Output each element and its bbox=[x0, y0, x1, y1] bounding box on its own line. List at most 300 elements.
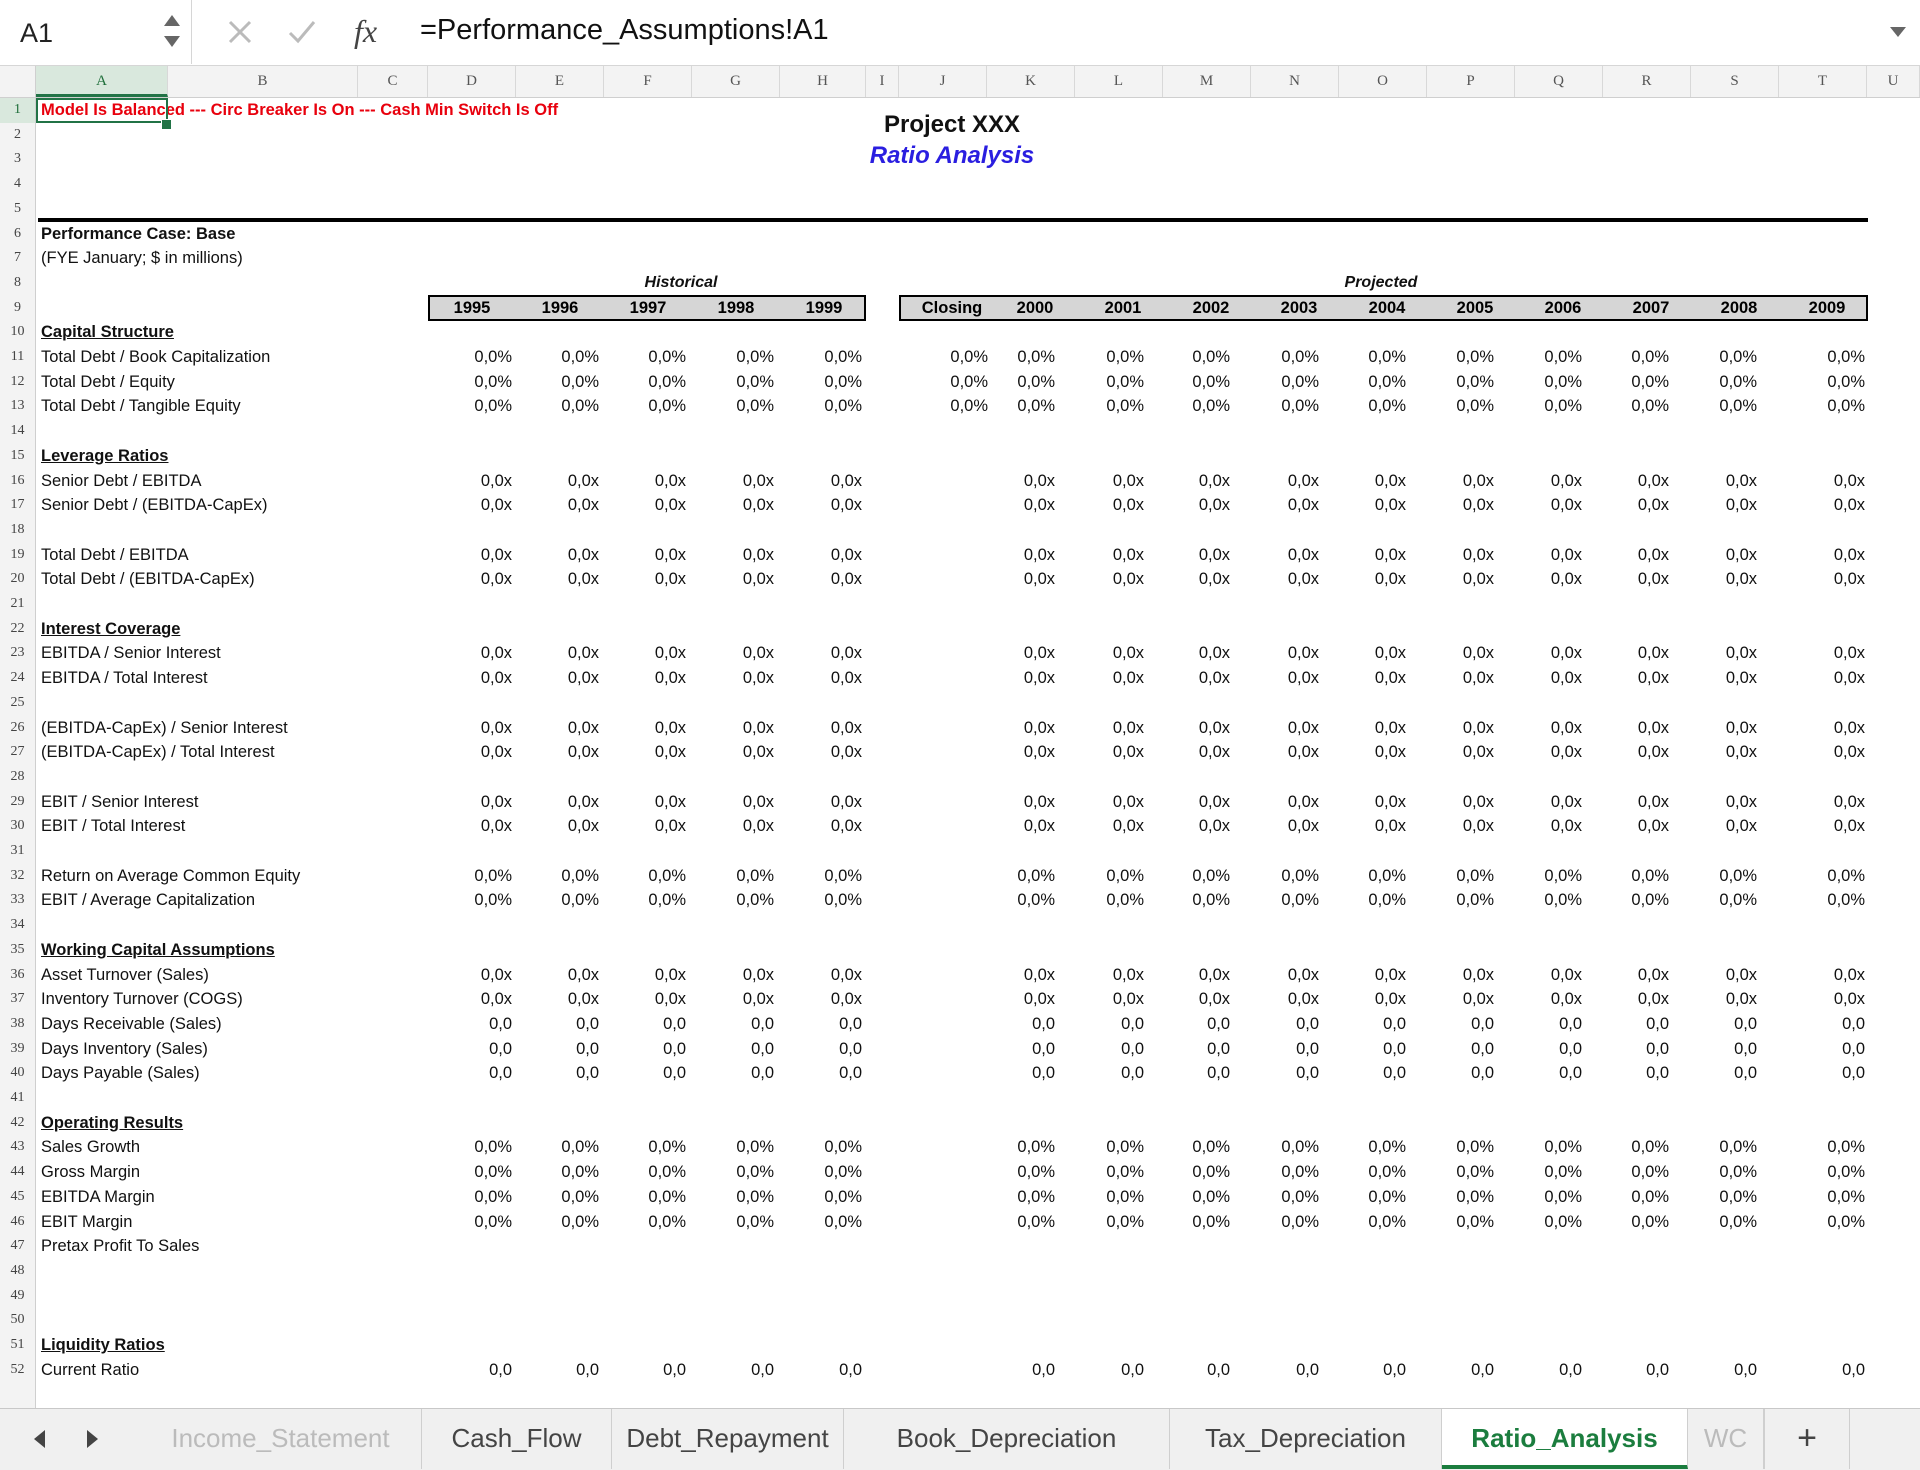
value-cell[interactable]: 0,0 bbox=[1121, 1039, 1144, 1058]
row-number[interactable]: 51 bbox=[10, 1337, 25, 1352]
value-cell[interactable]: 0,0x bbox=[1637, 718, 1669, 737]
row-label[interactable]: Days Receivable (Sales) bbox=[41, 1014, 222, 1033]
x-icon[interactable] bbox=[222, 14, 258, 50]
value-cell[interactable]: 0,0% bbox=[1281, 1187, 1319, 1206]
row-label[interactable]: Total Debt / Book Capitalization bbox=[41, 348, 271, 366]
value-cell[interactable]: 0,0% bbox=[561, 1163, 599, 1182]
row-number[interactable]: 47 bbox=[10, 1238, 25, 1254]
value-cell[interactable]: 0,0x bbox=[1112, 965, 1144, 984]
value-cell[interactable]: 0,0x bbox=[1462, 990, 1494, 1009]
row-number[interactable]: 23 bbox=[10, 645, 25, 661]
value-cell[interactable]: 0,0% bbox=[950, 397, 988, 416]
value-cell[interactable]: 0,0 bbox=[1207, 1039, 1230, 1058]
row-label[interactable]: Days Payable (Sales) bbox=[41, 1064, 200, 1083]
value-cell[interactable]: 0,0% bbox=[648, 348, 686, 366]
value-cell[interactable]: 0,0% bbox=[1368, 1212, 1406, 1231]
value-cell[interactable]: 0,0x bbox=[1287, 669, 1319, 688]
value-cell[interactable]: 0,0x bbox=[1198, 570, 1230, 589]
value-cell[interactable]: 0,0x bbox=[654, 718, 686, 737]
row-label[interactable]: Senior Debt / EBITDA bbox=[41, 471, 202, 490]
value-cell[interactable]: 0,0x bbox=[1374, 570, 1406, 589]
value-cell[interactable]: 0,0 bbox=[576, 1360, 599, 1379]
value-cell[interactable]: 0,0x bbox=[1462, 743, 1494, 762]
sheet-tab-ratio-analysis[interactable]: Ratio_Analysis bbox=[1442, 1409, 1688, 1469]
value-cell[interactable]: 0,0x bbox=[1374, 743, 1406, 762]
value-cell[interactable]: 0,0% bbox=[1017, 348, 1055, 366]
value-cell[interactable]: 0,0 bbox=[1559, 1014, 1582, 1033]
row-number[interactable]: 24 bbox=[10, 670, 25, 686]
value-cell[interactable]: 0,0x bbox=[1198, 792, 1230, 811]
value-cell[interactable]: 0,0% bbox=[736, 866, 774, 885]
value-cell[interactable]: 0,0x bbox=[1550, 817, 1582, 836]
value-cell[interactable]: 0,0x bbox=[742, 965, 774, 984]
year-header[interactable]: 1995 bbox=[453, 299, 491, 317]
value-cell[interactable]: 0,0 bbox=[1842, 1064, 1865, 1083]
value-cell[interactable]: 0,0x bbox=[1112, 990, 1144, 1009]
value-cell[interactable]: 0,0% bbox=[1456, 1212, 1494, 1231]
column-header-f[interactable]: F bbox=[604, 66, 692, 97]
value-cell[interactable]: 0,0x bbox=[1374, 990, 1406, 1009]
value-cell[interactable]: 0,0% bbox=[1827, 891, 1865, 910]
value-cell[interactable]: 0,0x bbox=[1462, 471, 1494, 490]
value-cell[interactable]: 0,0x bbox=[742, 743, 774, 762]
value-cell[interactable]: 0,0x bbox=[830, 570, 862, 589]
value-cell[interactable]: 0,0x bbox=[1833, 990, 1865, 1009]
value-cell[interactable]: 0,0 bbox=[1296, 1064, 1319, 1083]
value-cell[interactable]: 0,0% bbox=[474, 891, 512, 910]
value-cell[interactable]: 0,0x bbox=[742, 817, 774, 836]
sheet-tab-book-depreciation[interactable]: Book_Depreciation bbox=[844, 1409, 1170, 1469]
chevron-down-icon[interactable] bbox=[1888, 24, 1908, 40]
column-header-o[interactable]: O bbox=[1339, 66, 1427, 97]
row-number[interactable]: 27 bbox=[10, 744, 25, 760]
value-cell[interactable]: 0,0% bbox=[1544, 397, 1582, 416]
row-number[interactable]: 20 bbox=[10, 571, 25, 587]
year-header[interactable]: Closing bbox=[921, 299, 983, 317]
column-header-k[interactable]: K bbox=[987, 66, 1075, 97]
value-cell[interactable]: 0,0% bbox=[1631, 1212, 1669, 1231]
row-label[interactable]: Asset Turnover (Sales) bbox=[41, 965, 209, 984]
row-label[interactable]: (EBITDA-CapEx) / Senior Interest bbox=[41, 718, 288, 737]
row-number[interactable]: 44 bbox=[10, 1164, 25, 1180]
add-sheet-button[interactable]: + bbox=[1764, 1409, 1850, 1469]
value-cell[interactable]: 0,0x bbox=[1023, 817, 1055, 836]
row-number[interactable]: 8 bbox=[14, 274, 21, 290]
value-cell[interactable]: 0,0% bbox=[1719, 1163, 1757, 1182]
value-cell[interactable]: 0,0 bbox=[576, 1039, 599, 1058]
value-cell[interactable]: 0,0x bbox=[1462, 792, 1494, 811]
value-cell[interactable]: 0,0x bbox=[654, 965, 686, 984]
value-cell[interactable]: 0,0% bbox=[561, 866, 599, 885]
value-cell[interactable]: 0,0x bbox=[567, 817, 599, 836]
row-label[interactable]: Total Debt / Tangible Equity bbox=[41, 397, 241, 416]
row-number[interactable]: 1 bbox=[0, 98, 35, 123]
value-cell[interactable]: 0,0 bbox=[1471, 1039, 1494, 1058]
value-cell[interactable]: 0,0% bbox=[1192, 866, 1230, 885]
value-cell[interactable]: 0,0x bbox=[830, 718, 862, 737]
value-cell[interactable]: 0,0x bbox=[654, 570, 686, 589]
value-cell[interactable]: 0,0x bbox=[1637, 570, 1669, 589]
year-header[interactable]: 2008 bbox=[1720, 299, 1758, 317]
value-cell[interactable]: 0,0 bbox=[1734, 1360, 1757, 1379]
value-cell[interactable]: 0,0x bbox=[1198, 669, 1230, 688]
value-cell[interactable]: 0,0x bbox=[567, 496, 599, 515]
value-cell[interactable]: 0,0 bbox=[1296, 1039, 1319, 1058]
column-header-d[interactable]: D bbox=[428, 66, 516, 97]
value-cell[interactable]: 0,0x bbox=[1725, 644, 1757, 663]
value-cell[interactable]: 0,0% bbox=[824, 866, 862, 885]
value-cell[interactable]: 0,0x bbox=[654, 644, 686, 663]
column-header-a[interactable]: A bbox=[36, 66, 168, 97]
row-number[interactable]: 52 bbox=[10, 1361, 25, 1377]
value-cell[interactable]: 0,0% bbox=[1192, 1212, 1230, 1231]
value-cell[interactable]: 0,0% bbox=[1368, 397, 1406, 416]
value-cell[interactable]: 0,0% bbox=[1281, 348, 1319, 366]
row-number[interactable]: 9 bbox=[14, 299, 21, 315]
selected-cell-a1[interactable] bbox=[36, 98, 168, 123]
value-cell[interactable]: 0,0% bbox=[561, 348, 599, 366]
value-cell[interactable]: 0,0% bbox=[1827, 1163, 1865, 1182]
value-cell[interactable]: 0,0x bbox=[480, 669, 512, 688]
value-cell[interactable]: 0,0% bbox=[561, 1187, 599, 1206]
value-cell[interactable]: 0,0% bbox=[736, 372, 774, 391]
tab-next-icon[interactable] bbox=[80, 1427, 104, 1451]
column-header-l[interactable]: L bbox=[1075, 66, 1163, 97]
row-number[interactable]: 34 bbox=[10, 917, 25, 933]
value-cell[interactable]: 0,0% bbox=[1192, 372, 1230, 391]
value-cell[interactable]: 0,0% bbox=[1719, 1187, 1757, 1206]
row-label[interactable]: Pretax Profit To Sales bbox=[41, 1237, 200, 1256]
value-cell[interactable]: 0,0 bbox=[1296, 1014, 1319, 1033]
value-cell[interactable]: 0,0% bbox=[1544, 1187, 1582, 1206]
row-number[interactable]: 45 bbox=[10, 1188, 25, 1204]
value-cell[interactable]: 0,0x bbox=[1725, 990, 1757, 1009]
value-cell[interactable]: 0,0x bbox=[1462, 545, 1494, 564]
value-cell[interactable]: 0,0% bbox=[1281, 891, 1319, 910]
value-cell[interactable]: 0,0% bbox=[1017, 397, 1055, 416]
value-cell[interactable]: 0,0% bbox=[1544, 891, 1582, 910]
value-cell[interactable]: 0,0x bbox=[1023, 965, 1055, 984]
row-label[interactable]: Total Debt / EBITDA bbox=[41, 545, 189, 564]
value-cell[interactable]: 0,0 bbox=[751, 1014, 774, 1033]
value-cell[interactable]: 0,0% bbox=[1017, 1138, 1055, 1157]
value-cell[interactable]: 0,0x bbox=[1725, 817, 1757, 836]
value-cell[interactable]: 0,0x bbox=[1287, 965, 1319, 984]
column-header-g[interactable]: G bbox=[692, 66, 780, 97]
value-cell[interactable]: 0,0x bbox=[1023, 718, 1055, 737]
column-header-h[interactable]: H bbox=[780, 66, 866, 97]
column-header-b[interactable]: B bbox=[168, 66, 358, 97]
row-number[interactable]: 29 bbox=[10, 793, 25, 809]
select-all-corner[interactable] bbox=[0, 66, 36, 97]
value-cell[interactable]: 0,0 bbox=[1734, 1014, 1757, 1033]
value-cell[interactable]: 0,0x bbox=[1112, 743, 1144, 762]
year-header[interactable]: 2009 bbox=[1808, 299, 1846, 317]
value-cell[interactable]: 0,0 bbox=[1559, 1064, 1582, 1083]
page-title[interactable]: Project XXX bbox=[883, 111, 1021, 138]
value-cell[interactable]: 0,0x bbox=[1023, 743, 1055, 762]
value-cell[interactable]: 0,0% bbox=[474, 1187, 512, 1206]
value-cell[interactable]: 0,0x bbox=[480, 990, 512, 1009]
value-cell[interactable]: 0,0 bbox=[1032, 1360, 1055, 1379]
value-cell[interactable]: 0,0 bbox=[1121, 1014, 1144, 1033]
value-cell[interactable]: 0,0 bbox=[489, 1039, 512, 1058]
value-cell[interactable]: 0,0% bbox=[648, 1187, 686, 1206]
value-cell[interactable]: 0,0% bbox=[648, 866, 686, 885]
value-cell[interactable]: 0,0x bbox=[1287, 817, 1319, 836]
value-cell[interactable]: 0,0 bbox=[576, 1064, 599, 1083]
value-cell[interactable]: 0,0% bbox=[1544, 372, 1582, 391]
row-label[interactable]: EBIT / Total Interest bbox=[41, 817, 186, 836]
value-cell[interactable]: 0,0x bbox=[1550, 496, 1582, 515]
value-cell[interactable]: 0,0x bbox=[1112, 718, 1144, 737]
value-cell[interactable]: 0,0% bbox=[824, 1163, 862, 1182]
value-cell[interactable]: 0,0% bbox=[1719, 891, 1757, 910]
value-cell[interactable]: 0,0% bbox=[648, 397, 686, 416]
value-cell[interactable]: 0,0x bbox=[830, 644, 862, 663]
value-cell[interactable]: 0,0x bbox=[480, 644, 512, 663]
sheet-tab-income-statement[interactable]: Income_Statement bbox=[140, 1409, 422, 1469]
value-cell[interactable]: 0,0% bbox=[561, 891, 599, 910]
row-number[interactable]: 13 bbox=[10, 398, 25, 414]
value-cell[interactable]: 0,0x bbox=[654, 743, 686, 762]
value-cell[interactable]: 0,0x bbox=[1725, 792, 1757, 811]
value-cell[interactable]: 0,0x bbox=[654, 496, 686, 515]
value-cell[interactable]: 0,0x bbox=[1023, 570, 1055, 589]
value-cell[interactable]: 0,0% bbox=[1281, 1212, 1319, 1231]
row-label[interactable]: Inventory Turnover (COGS) bbox=[41, 990, 243, 1009]
value-cell[interactable]: 0,0% bbox=[1631, 397, 1669, 416]
row-number[interactable]: 15 bbox=[10, 447, 25, 463]
value-cell[interactable]: 0,0% bbox=[1631, 1138, 1669, 1157]
value-cell[interactable]: 0,0% bbox=[1192, 397, 1230, 416]
year-header[interactable]: 2005 bbox=[1456, 299, 1494, 317]
column-header-s[interactable]: S bbox=[1691, 66, 1779, 97]
row-number[interactable]: 2 bbox=[14, 126, 21, 142]
value-cell[interactable]: 0,0x bbox=[1023, 990, 1055, 1009]
value-cell[interactable]: 0,0x bbox=[480, 718, 512, 737]
value-cell[interactable]: 0,0x bbox=[567, 644, 599, 663]
value-cell[interactable]: 0,0x bbox=[1198, 471, 1230, 490]
value-cell[interactable]: 0,0x bbox=[742, 545, 774, 564]
stepper-icon[interactable] bbox=[160, 8, 184, 54]
value-cell[interactable]: 0,0% bbox=[1281, 1163, 1319, 1182]
value-cell[interactable]: 0,0% bbox=[648, 891, 686, 910]
value-cell[interactable]: 0,0% bbox=[736, 397, 774, 416]
value-cell[interactable]: 0,0x bbox=[1287, 496, 1319, 515]
value-cell[interactable]: 0,0x bbox=[654, 669, 686, 688]
value-cell[interactable]: 0,0x bbox=[567, 669, 599, 688]
performance-case[interactable]: Performance Case: Base bbox=[41, 224, 236, 243]
row-number[interactable]: 50 bbox=[10, 1312, 25, 1328]
row-label[interactable]: Total Debt / (EBITDA-CapEx) bbox=[41, 570, 255, 589]
row-number[interactable]: 4 bbox=[14, 176, 21, 192]
value-cell[interactable]: 0,0x bbox=[480, 817, 512, 836]
value-cell[interactable]: 0,0% bbox=[1017, 1163, 1055, 1182]
row-number[interactable]: 28 bbox=[10, 768, 25, 784]
value-cell[interactable]: 0,0% bbox=[1456, 1187, 1494, 1206]
value-cell[interactable]: 0,0x bbox=[654, 471, 686, 490]
value-cell[interactable]: 0,0% bbox=[1631, 1163, 1669, 1182]
value-cell[interactable]: 0,0x bbox=[742, 669, 774, 688]
value-cell[interactable]: 0,0 bbox=[1646, 1360, 1669, 1379]
value-cell[interactable]: 0,0% bbox=[1281, 866, 1319, 885]
value-cell[interactable]: 0,0 bbox=[1207, 1014, 1230, 1033]
section-heading[interactable]: Working Capital Assumptions bbox=[41, 940, 275, 959]
row-number[interactable]: 10 bbox=[10, 324, 25, 340]
value-cell[interactable]: 0,0% bbox=[648, 1212, 686, 1231]
value-cell[interactable]: 0,0x bbox=[1374, 644, 1406, 663]
value-cell[interactable]: 0,0% bbox=[824, 1212, 862, 1231]
value-cell[interactable]: 0,0% bbox=[1192, 891, 1230, 910]
value-cell[interactable]: 0,0x bbox=[480, 496, 512, 515]
value-cell[interactable]: 0,0% bbox=[1456, 866, 1494, 885]
column-header-q[interactable]: Q bbox=[1515, 66, 1603, 97]
value-cell[interactable]: 0,0 bbox=[1121, 1360, 1144, 1379]
value-cell[interactable]: 0,0% bbox=[1017, 891, 1055, 910]
value-cell[interactable]: 0,0x bbox=[1112, 570, 1144, 589]
value-cell[interactable]: 0,0% bbox=[1106, 1163, 1144, 1182]
value-cell[interactable]: 0,0x bbox=[1550, 718, 1582, 737]
value-cell[interactable]: 0,0% bbox=[1106, 866, 1144, 885]
value-cell[interactable]: 0,0% bbox=[824, 1138, 862, 1157]
value-cell[interactable]: 0,0% bbox=[1192, 1187, 1230, 1206]
value-cell[interactable]: 0,0x bbox=[742, 570, 774, 589]
value-cell[interactable]: 0,0% bbox=[1017, 372, 1055, 391]
value-cell[interactable]: 0,0% bbox=[474, 1212, 512, 1231]
value-cell[interactable]: 0,0x bbox=[1462, 718, 1494, 737]
value-cell[interactable]: 0,0% bbox=[824, 891, 862, 910]
sheet-tab-debt-repayment[interactable]: Debt_Repayment bbox=[612, 1409, 844, 1469]
value-cell[interactable]: 0,0x bbox=[830, 792, 862, 811]
year-header[interactable]: 2000 bbox=[1016, 299, 1054, 317]
value-cell[interactable]: 0,0% bbox=[1106, 1187, 1144, 1206]
value-cell[interactable]: 0,0x bbox=[1833, 817, 1865, 836]
value-cell[interactable]: 0,0 bbox=[1207, 1064, 1230, 1083]
value-cell[interactable]: 0,0x bbox=[1374, 792, 1406, 811]
value-cell[interactable]: 0,0% bbox=[1368, 891, 1406, 910]
name-box[interactable] bbox=[0, 0, 192, 64]
value-cell[interactable]: 0,0 bbox=[1383, 1064, 1406, 1083]
year-header[interactable]: 1999 bbox=[805, 299, 843, 317]
value-cell[interactable]: 0,0x bbox=[654, 990, 686, 1009]
value-cell[interactable]: 0,0x bbox=[1833, 570, 1865, 589]
value-cell[interactable]: 0,0x bbox=[1374, 817, 1406, 836]
row-number[interactable]: 36 bbox=[10, 966, 25, 982]
value-cell[interactable]: 0,0x bbox=[1198, 644, 1230, 663]
value-cell[interactable]: 0,0% bbox=[1192, 348, 1230, 366]
value-cell[interactable]: 0,0x bbox=[1198, 990, 1230, 1009]
row-number[interactable]: 11 bbox=[10, 349, 25, 364]
value-cell[interactable]: 0,0x bbox=[830, 743, 862, 762]
row-label[interactable]: Sales Growth bbox=[41, 1138, 141, 1157]
row-label[interactable]: EBITDA / Senior Interest bbox=[41, 644, 221, 663]
value-cell[interactable]: 0,0% bbox=[1719, 1212, 1757, 1231]
value-cell[interactable]: 0,0 bbox=[1032, 1064, 1055, 1083]
row-number[interactable]: 41 bbox=[10, 1090, 25, 1105]
sheet-tab-wc[interactable]: WC bbox=[1688, 1409, 1764, 1469]
value-cell[interactable]: 0,0% bbox=[1281, 397, 1319, 416]
value-cell[interactable]: 0,0% bbox=[736, 1163, 774, 1182]
value-cell[interactable]: 0,0% bbox=[1017, 866, 1055, 885]
value-cell[interactable]: 0,0x bbox=[830, 669, 862, 688]
column-header-c[interactable]: C bbox=[358, 66, 428, 97]
value-cell[interactable]: 0,0% bbox=[1719, 1138, 1757, 1157]
row-number[interactable]: 16 bbox=[10, 472, 25, 488]
section-heading[interactable]: Liquidity Ratios bbox=[41, 1336, 165, 1354]
value-cell[interactable]: 0,0x bbox=[654, 545, 686, 564]
value-cell[interactable]: 0,0x bbox=[1550, 990, 1582, 1009]
value-cell[interactable]: 0,0% bbox=[1544, 1138, 1582, 1157]
value-cell[interactable]: 0,0% bbox=[1456, 372, 1494, 391]
row-number[interactable]: 43 bbox=[10, 1139, 25, 1155]
value-cell[interactable]: 0,0x bbox=[567, 990, 599, 1009]
value-cell[interactable]: 0,0x bbox=[480, 743, 512, 762]
year-header[interactable]: 1998 bbox=[717, 299, 755, 317]
value-cell[interactable]: 0,0 bbox=[1207, 1360, 1230, 1379]
row-number[interactable]: 30 bbox=[10, 818, 25, 834]
column-header-r[interactable]: R bbox=[1603, 66, 1691, 97]
value-cell[interactable]: 0,0x bbox=[480, 545, 512, 564]
value-cell[interactable]: 0,0 bbox=[489, 1360, 512, 1379]
value-cell[interactable]: 0,0x bbox=[1112, 792, 1144, 811]
value-cell[interactable]: 0,0% bbox=[474, 1163, 512, 1182]
value-cell[interactable]: 0,0% bbox=[1827, 1138, 1865, 1157]
value-cell[interactable]: 0,0% bbox=[736, 1138, 774, 1157]
row-label[interactable]: (EBITDA-CapEx) / Total Interest bbox=[41, 743, 275, 762]
year-header[interactable]: 2001 bbox=[1104, 299, 1142, 317]
value-cell[interactable]: 0,0% bbox=[1456, 1138, 1494, 1157]
value-cell[interactable]: 0,0% bbox=[1827, 397, 1865, 416]
year-header[interactable]: 1997 bbox=[629, 299, 667, 317]
value-cell[interactable]: 0,0% bbox=[1827, 866, 1865, 885]
value-cell[interactable]: 0,0x bbox=[1287, 743, 1319, 762]
value-cell[interactable]: 0,0% bbox=[648, 1138, 686, 1157]
value-cell[interactable]: 0,0% bbox=[1106, 1212, 1144, 1231]
formula-input[interactable]: =Performance_Assumptions!A1 bbox=[420, 14, 829, 46]
row-number[interactable]: 32 bbox=[10, 867, 25, 883]
row-label[interactable]: EBITDA / Total Interest bbox=[41, 669, 208, 688]
row-number[interactable]: 49 bbox=[10, 1287, 25, 1303]
value-cell[interactable]: 0,0% bbox=[1281, 1138, 1319, 1157]
value-cell[interactable]: 0,0x bbox=[742, 792, 774, 811]
status-line[interactable]: Model Is Balanced --- Circ Breaker Is On --- Cash Min Switch Is Off bbox=[41, 101, 559, 119]
row-label[interactable]: EBIT / Senior Interest bbox=[41, 792, 199, 811]
column-header-i[interactable]: I bbox=[866, 66, 899, 97]
value-cell[interactable]: 0,0% bbox=[1106, 891, 1144, 910]
row-label[interactable]: Days Inventory (Sales) bbox=[41, 1039, 208, 1058]
value-cell[interactable]: 0,0x bbox=[1198, 545, 1230, 564]
value-cell[interactable]: 0,0% bbox=[736, 1212, 774, 1231]
value-cell[interactable]: 0,0x bbox=[1833, 644, 1865, 663]
value-cell[interactable]: 0,0x bbox=[1725, 570, 1757, 589]
value-cell[interactable]: 0,0% bbox=[1719, 397, 1757, 416]
value-cell[interactable]: 0,0x bbox=[1374, 669, 1406, 688]
row-number[interactable]: 21 bbox=[10, 596, 25, 611]
value-cell[interactable]: 0,0x bbox=[830, 471, 862, 490]
value-cell[interactable]: 0,0% bbox=[474, 348, 512, 366]
value-cell[interactable]: 0,0x bbox=[567, 570, 599, 589]
value-cell[interactable]: 0,0% bbox=[1827, 348, 1865, 366]
value-cell[interactable]: 0,0 bbox=[839, 1360, 862, 1379]
value-cell[interactable]: 0,0x bbox=[1550, 965, 1582, 984]
value-cell[interactable]: 0,0% bbox=[561, 1212, 599, 1231]
value-cell[interactable]: 0,0x bbox=[1637, 545, 1669, 564]
page-subtitle[interactable]: Ratio Analysis bbox=[869, 142, 1035, 169]
value-cell[interactable]: 0,0x bbox=[1833, 743, 1865, 762]
row-number[interactable]: 31 bbox=[10, 843, 25, 858]
row-number[interactable]: 46 bbox=[10, 1213, 25, 1229]
